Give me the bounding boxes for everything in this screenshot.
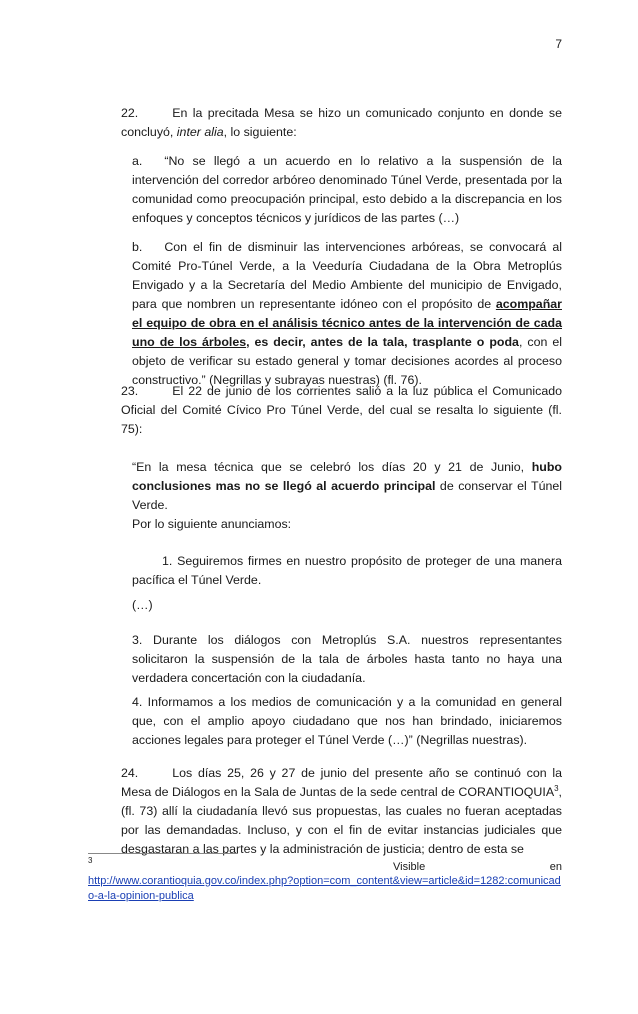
paragraph-text: Los días 25, 26 y 27 de junio del presente año se continuó con la Mesa de Diálogos en la Sala de Juntas de la sede central de CORANTIOQUIA bbox=[121, 766, 562, 799]
paragraph-text: , lo siguiente: bbox=[223, 125, 297, 139]
list-item-b bbox=[132, 238, 562, 390]
paragraph-22 bbox=[121, 104, 562, 142]
quote-text: 1. Seguiremos firmes en nuestro propósito de proteger de una manera pacífica el Túnel Verde. bbox=[132, 554, 562, 587]
list-text: Con el fin de disminuir las intervenciones arbóreas, se convocará al Comité Pro-Túnel Verde, a la Veeduría Ciudadana de la Obra Metroplús Envigado y a la Secretaría del Medio Ambiente del municipio de Envigado, para que nombren un representante idóneo con el propósito de bbox=[132, 240, 562, 311]
bold-underlined-text: acompañar el equipo de obra en el análisis técnico antes de la intervención de cada uno de los árboles bbox=[132, 297, 562, 349]
list-text: “No se llegó a un acuerdo en lo relativo a la suspensión de la intervención del corredor arbóreo denominado Túnel Verde, presentada por la comunidad como preocupación principal, esto debido a la discrepancia en los enfoques y conceptos técnicos y jurídicos de las partes (…) bbox=[132, 154, 562, 225]
footnote-number: 3 bbox=[88, 856, 93, 865]
quote-paragraph-2: Por lo siguiente anunciamos: bbox=[132, 517, 292, 531]
bold-text: hubo conclusiones mas no se llegó al acuerdo principal bbox=[132, 460, 562, 493]
italic-phrase: inter alia bbox=[176, 125, 224, 139]
page-number: 7 bbox=[555, 37, 562, 51]
quote-text: de conservar el Túnel Verde. bbox=[132, 479, 563, 512]
paragraph-number: 22. bbox=[121, 106, 139, 120]
footnote-visible: Visible bbox=[393, 861, 426, 873]
list-item-a bbox=[132, 152, 562, 228]
paragraph-text: En la precitada Mesa se hizo un comunicado conjunto en donde se concluyó, bbox=[121, 106, 562, 139]
paragraph-24 bbox=[121, 764, 562, 859]
bold-text: , es decir, antes de la tala, trasplante o poda bbox=[246, 335, 519, 349]
list-text: , con el objeto de verificar su estado general y tomar decisiones acordes al proceso constructivo.” (Negrillas y subrayas nuestras) (fl. 76). bbox=[132, 335, 562, 387]
list-label: a. bbox=[132, 154, 143, 168]
paragraph-number: 23. bbox=[121, 384, 139, 398]
quote-paragraph-1 bbox=[132, 458, 562, 515]
footnote-ref: 3 bbox=[554, 783, 559, 793]
quote-paragraph-3 bbox=[132, 552, 562, 590]
quote-paragraph-5: 3. Durante los diálogos con Metroplús S.A. nuestros representantes solicitaron la suspensión de la tala de árboles hasta tanto no haya una verdadera concertación con la ciudadanía. bbox=[132, 633, 562, 685]
paragraph-text: , (fl. 73) allí la ciudadanía llevó sus propuestas, las cuales no fueran aceptadas por las demandadas. Incluso, y con el fin de evitar instancias judiciales que desgastaran a las partes y la administración de justicia; dentro de esta se bbox=[121, 785, 562, 856]
paragraph-text: El 22 de junio de los corrientes salió a la luz pública el Comunicado Oficial del Comité Cívico Pro Túnel Verde, del cual se resalta lo siguiente (fl. 75): bbox=[121, 384, 562, 436]
quote-ellipsis: (…) bbox=[132, 598, 153, 612]
quote-paragraph-6: 4. Informamos a los medios de comunicación y a la comunidad en general que, con el amplio apoyo ciudadano que nos han brindado, iniciaremos acciones legales para proteger el Túnel Verde (…)” (Negrillas nuestras). bbox=[132, 695, 562, 747]
paragraph-number: 24. bbox=[121, 766, 139, 780]
footnote-link[interactable]: http://www.corantioquia.gov.co/index.php?option=com_content&view=article&id=1282:comunicado-a-la-opinion-publica bbox=[88, 875, 561, 902]
footnote-en: en bbox=[549, 861, 562, 873]
list-label: b. bbox=[132, 240, 143, 254]
paragraph-23 bbox=[121, 382, 562, 439]
quote-text: “En la mesa técnica que se celebró los días 20 y 21 de Junio, bbox=[132, 460, 532, 474]
footnote-divider bbox=[88, 853, 238, 854]
